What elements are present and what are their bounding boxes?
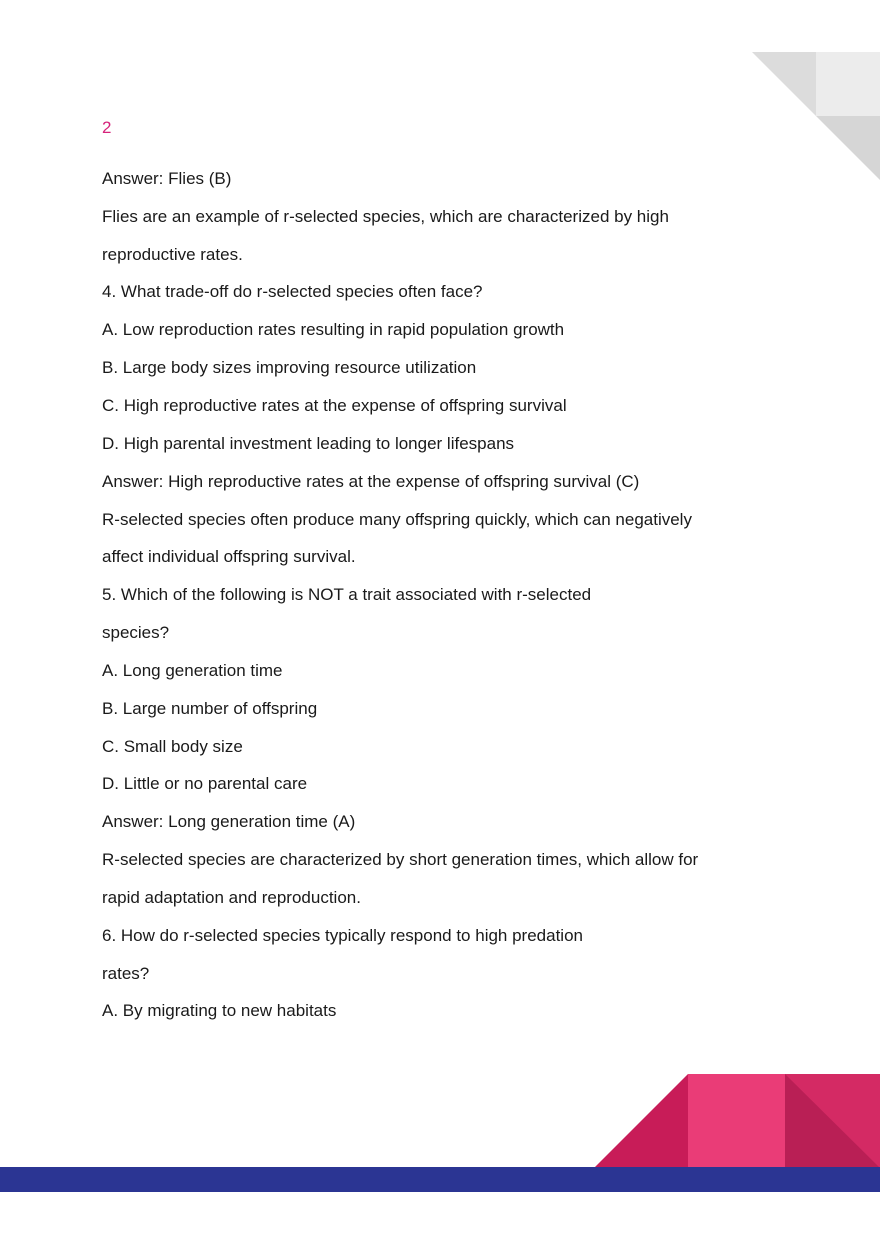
- explanation-line: R-selected species often produce many offspring quickly, which can negatively: [102, 509, 692, 529]
- option-line: C. High reproductive rates at the expense of offspring survival: [102, 395, 567, 415]
- footer-band: [0, 1167, 880, 1192]
- explanation-line: R-selected species are characterized by short generation times, which allow for: [102, 850, 699, 870]
- answer-line: Answer: High reproductive rates at the expense of offspring survival (C): [102, 471, 640, 491]
- option-line: B. Large number of offspring: [102, 698, 318, 718]
- option-line: A. By migrating to new habitats: [102, 1001, 337, 1021]
- question-line: 6. How do r-selected species typically respond to high predation: [102, 925, 583, 945]
- option-line: A. Low reproduction rates resulting in rapid population growth: [102, 320, 565, 340]
- explanation-line: rapid adaptation and reproduction.: [102, 887, 361, 907]
- document-body: [102, 160, 742, 1030]
- corner-decoration-bottom: [594, 1074, 880, 1168]
- option-line: D. Little or no parental care: [102, 774, 308, 794]
- question-line: rates?: [102, 963, 150, 983]
- question-line: species?: [102, 623, 170, 643]
- option-line: D. High parental investment leading to longer lifespans: [102, 433, 515, 453]
- answer-line: Answer: Flies (B): [102, 168, 232, 188]
- page-number: 2: [102, 118, 112, 137]
- explanation-line: reproductive rates.: [102, 244, 243, 264]
- explanation-line: affect individual offspring survival.: [102, 547, 356, 567]
- explanation-line: Flies are an example of r-selected species, which are characterized by high: [102, 206, 669, 226]
- option-line: A. Long generation time: [102, 660, 283, 680]
- option-line: C. Small body size: [102, 736, 243, 756]
- question-line: 5. Which of the following is NOT a trait associated with r-selected: [102, 585, 592, 605]
- question-line: 4. What trade-off do r-selected species often face?: [102, 282, 483, 302]
- option-line: B. Large body sizes improving resource utilization: [102, 358, 477, 378]
- answer-line: Answer: Long generation time (A): [102, 812, 356, 832]
- corner-decoration-top: [752, 52, 880, 180]
